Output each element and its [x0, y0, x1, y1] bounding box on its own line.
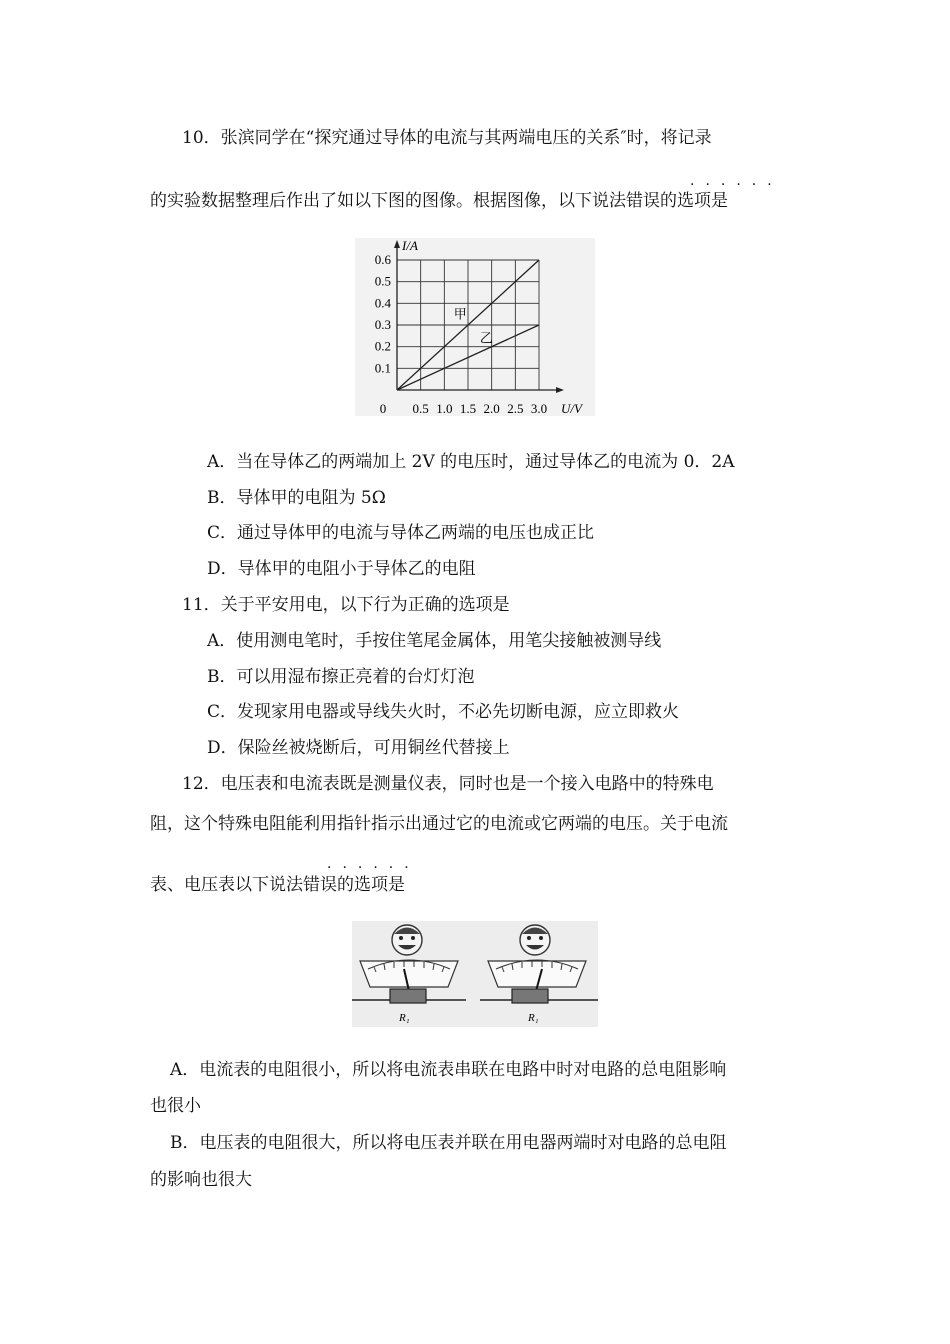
q11-option-b: B．可以用湿布擦正亮着的台灯灯泡 — [207, 667, 475, 687]
q12-emphasis-dots: ······ — [327, 860, 420, 876]
q10-emphasis-dots: ······ — [690, 177, 783, 193]
q12-option-a-line2: 也很小 — [150, 1096, 201, 1116]
x-tick-label: 2.0 — [483, 401, 500, 416]
meters-figure — [352, 921, 598, 1027]
q12-stem-line2: 阻，这个特殊电阻能利用指针指示出通过它的电流或它两端的电压。关于电流 — [150, 814, 728, 834]
x-axis-label: U/V — [561, 401, 582, 416]
x-tick-label: 3.0 — [530, 401, 548, 416]
y-tick-label: 0.3 — [374, 317, 391, 332]
q11-option-c: C．发现家用电器或导线失火时，不必先切断电源，应立即救火 — [207, 702, 680, 722]
q12-option-b-line1: B．电压表的电阻很大，所以将电压表并联在用电器两端时对电路的总电阻 — [170, 1133, 727, 1153]
resistor-r1-left — [390, 989, 426, 1003]
meter-left — [352, 925, 466, 1024]
series-label-yi: 乙 — [479, 330, 493, 346]
y-axis-arrow — [394, 240, 400, 248]
q12-stem-line3: 表、电压表以下说法错误的选项是 — [150, 875, 405, 895]
resistor-r1-right — [512, 989, 548, 1003]
y-tick-label: 0.1 — [374, 360, 391, 376]
x-tick-label: 2.5 — [507, 401, 524, 416]
y-tick-label: 0.2 — [374, 338, 391, 354]
q10-option-a: A．当在导体乙的两端加上 2V 的电压时，通过导体乙的电流为 0．2A — [207, 452, 735, 472]
q12-option-b-line2: 的影响也很大 — [150, 1170, 252, 1190]
q12-option-a-line1: A．电流表的电阻很小，所以将电流表串联在电路中时对电路的总电阻影响 — [170, 1060, 727, 1080]
meter-dial — [360, 961, 458, 987]
q10-stem-line2: 的实验数据整理后作出了如以下图的图像。根据图像，以下说法错误的选项是 — [150, 191, 728, 211]
x-tick-label: 0.5 — [412, 401, 429, 416]
y-axis-label: I/A — [402, 238, 418, 253]
resistor-label-left: R₁ — [399, 1012, 410, 1024]
iu-graph — [355, 238, 595, 416]
q11-stem: 11．关于平安用电，以下行为正确的选项是 — [182, 595, 510, 615]
q12-stem-line1: 12．电压表和电流表既是测量仪表，同时也是一个接入电路中的特殊电 — [182, 774, 714, 794]
y-tick-label: 0.4 — [374, 295, 391, 311]
q10-stem-line1: 10．张滨同学在“探究通过导体的电流与其两端电压的关系″时，将记录 — [182, 128, 712, 148]
x-tick-label: 1.0 — [436, 401, 453, 416]
meter-right — [480, 925, 598, 1024]
x-tick-label: 1.5 — [459, 401, 477, 416]
meter-dial — [488, 961, 586, 987]
x-axis-arrow — [556, 387, 564, 393]
series-label-jia: 甲 — [453, 306, 467, 322]
q10-option-c: C．通过导体甲的电流与导体乙两端的电压也成正比 — [207, 523, 595, 543]
y-tick-label: 0.5 — [374, 273, 391, 289]
q10-option-d: D．导体甲的电阻小于导体乙的电阻 — [207, 559, 476, 579]
q11-option-d: D．保险丝被烧断后，可用铜丝代替接上 — [207, 738, 510, 758]
resistor-label-right: R₁ — [528, 1012, 539, 1024]
q11-option-a: A．使用测电笔时，手按住笔尾金属体，用笔尖接触被测导线 — [207, 631, 662, 651]
x-tick-label: 0 — [379, 401, 387, 416]
y-tick-label: 0.6 — [374, 252, 391, 267]
q10-option-b: B．导体甲的电阻为 5Ω — [207, 488, 386, 508]
